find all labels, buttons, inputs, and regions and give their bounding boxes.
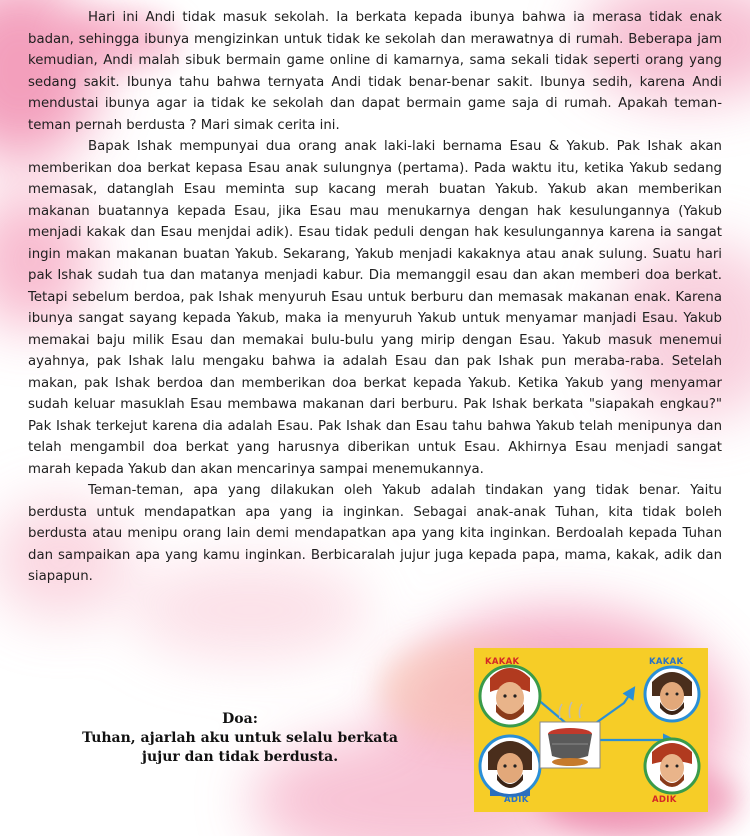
label-kakak-right: KAKAK [649, 657, 684, 667]
esau-portrait-icon [480, 666, 540, 726]
yakub-kakak-portrait-icon [645, 667, 699, 721]
yakub-portrait-icon [480, 736, 540, 796]
prayer-heading: Doa: [222, 711, 258, 727]
illustration-art [474, 648, 708, 812]
esau-adik-portrait-icon [645, 739, 699, 793]
illustration-birthright-swap [474, 648, 708, 812]
story-paragraph-lesson: Teman-teman, apa yang dilakukan oleh Yakub adalah tindakan yang tidak benar. Yaitu berdusta untuk mendapatkan apa yang ia inginkan. Sebagai anak-anak Tuhan, kita tidak boleh berdusta atau menipu orang lain demi mendapatkan apa yang kita inginkan. Berdoalah kepada Tuhan dan sampaikan apa yang kamu inginkan. Berbicaralah jujur juga kepada papa, mama, kakak, adik dan siapapun. [28, 483, 722, 584]
prayer-line-2: jujur dan tidak berdusta. [141, 749, 339, 765]
label-kakak-left: KAKAK [485, 657, 520, 667]
prayer-line-1: Tuhan, ajarlah aku untuk selalu berkata [82, 730, 398, 746]
stew-pot-icon [540, 702, 600, 768]
story-paragraph-esau-yakub: Bapak Ishak mempunyai dua orang anak laki-laki bernama Esau & Yakub. Pak Ishak akan memberikan doa berkat kepasa Esau anak sulungnya (pertama). Pada waktu itu, ketika Yakub sedang memasak, datanglah Esau meminta sup kacang merah buatan Yakub. Yakub akan memberikan makanan buatannya kepada Esau, jika Esau mau menukarnya dengan hak kesulungannya (Yakub menjadi kakak dan Esau menjdai adik). Esau tidak peduli dengan hak kesulungannya karena ia sangat ingin makan makanan buatan Yakub. Sekarang, Yakub menjadi kakaknya atau anak sulung. Suatu hari pak Ishak sudah tua dan matanya menjadi kabur. Dia memanggil esau dan akan memberi doa berkat. Tetapi sebelum berdoa, pak Ishak menyuruh Esau untuk berburu dan memasak makanan enak. Karena ibunya sangat sayang kepada Yakub, maka ia menyuruh Yakub untuk menyamar manjadi Esau. Yakub memakai baju milik Esau dan memakai bulu-bulu yang mirip dengan Esau. Yakub masuk menemui ayahnya, pak Ishak lalu mengaku bahwa ia adalah Esau dan pak Ishak pun meraba-raba. Setelah makan, pak Ishak berdoa dan memberikan doa berkat kepada Yakub. Ketika Yakub yang menyamar sudah keluar masuklah Esau membawa makanan dari berburu. Pak Ishak berkata "siapakah engkau?" Pak Ishak terkejut karena dia adalah Esau. Pak Ishak dan Esau tahu bahwa Yakub telah menipunya dan telah mengambil doa berkat yang harusnya diberikan untuk Esau. Akhirnya Esau menjadi sangat marah kepada Yakub dan akan mencarinya sampai menemukannya. [28, 139, 722, 477]
label-adik-left: ADIK [504, 795, 529, 805]
story-paragraph-intro: Hari ini Andi tidak masuk sekolah. Ia berkata kepada ibunya bahwa ia merasa tidak enak badan, sehingga ibunya mengizinkan untuk tidak ke sekolah dan merawatnya di rumah. Beberapa jam kemudian, Andi malah sibuk bermain game online di kamarnya, sama sekali tidak seperti orang yang sedang sakit. Ibunya tahu bahwa ternyata Andi tidak benar-benar sakit. Ibunya sedih, karena Andi mendustai ibunya agar ia tidak ke sekolah dan dapat bermain game saja di rumah. Apakah teman-teman pernah berdusta ? Mari simak cerita ini. [28, 10, 722, 133]
story-text [28, 7, 722, 588]
prayer-box [58, 710, 422, 767]
label-adik-right: ADIK [652, 795, 677, 805]
